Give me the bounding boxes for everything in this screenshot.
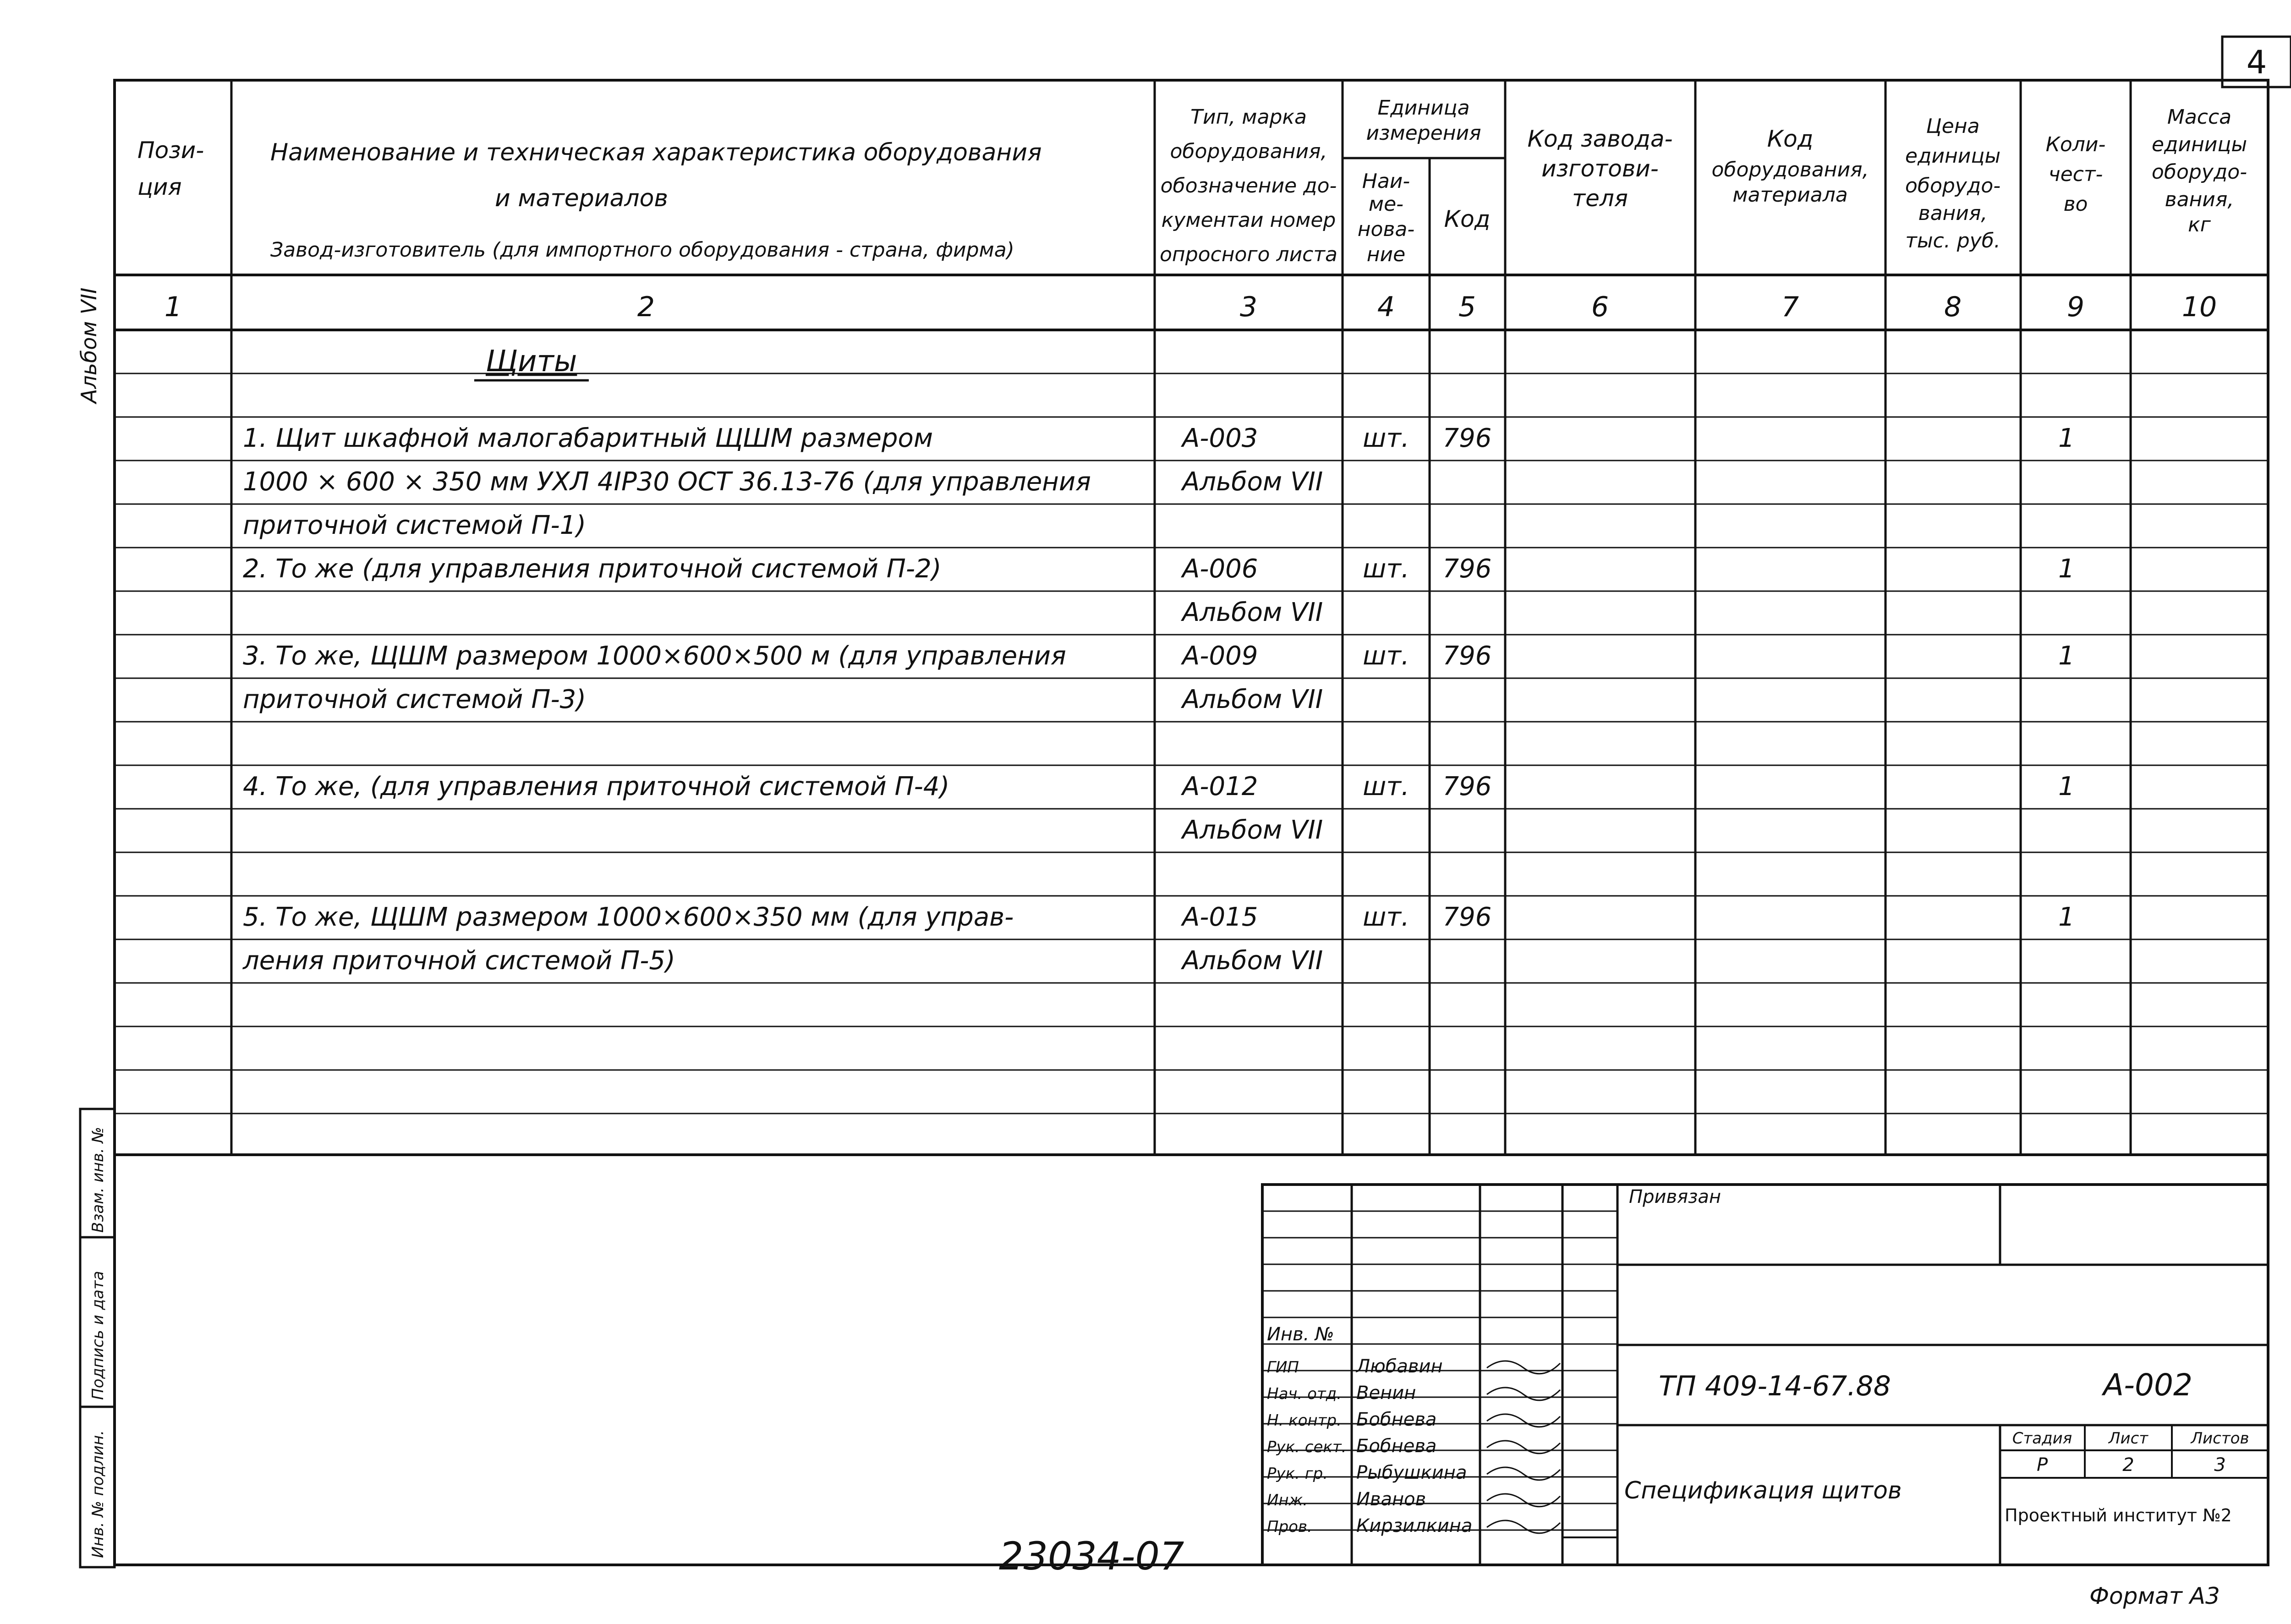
- signer-row: [1267, 1515, 1560, 1536]
- header-col6-line3: теля: [1572, 185, 1628, 212]
- column-number-row: [164, 291, 2217, 323]
- header-col8-line2: единицы: [1905, 144, 2001, 168]
- col-number: 10: [2181, 291, 2217, 323]
- col-number: 2: [637, 291, 655, 323]
- signer-role: Нач. отд.: [1267, 1385, 1342, 1403]
- row-qty: 1: [2058, 902, 2075, 932]
- spec-rows: [242, 423, 2075, 976]
- organization-name: Проектный институт №2: [2005, 1505, 2232, 1525]
- table-row: [243, 510, 586, 540]
- col-number: 8: [1944, 291, 1962, 323]
- header-col2-line1: Наименование и техническая характеристика оборудования: [270, 139, 1042, 166]
- signer-row: [1267, 1383, 1560, 1404]
- stage-value: Р: [2036, 1454, 2048, 1476]
- col-number: 6: [1591, 291, 1609, 323]
- side-stamp: [80, 1109, 115, 1567]
- signature-mark: [1487, 1520, 1560, 1533]
- header-col1-line2: ция: [137, 174, 182, 200]
- col-number: 1: [164, 291, 182, 323]
- header-col6-line2: изготови-: [1541, 155, 1659, 182]
- header-col9-line3: во: [2063, 192, 2088, 216]
- section-title: Щиты: [486, 345, 577, 379]
- table-row: [243, 772, 2075, 801]
- side-stamp-sign: Подпись и дата: [89, 1271, 107, 1400]
- row-name: 1000 × 600 × 350 мм УХЛ 4IР30 ОСТ 36.13-76 (для управления: [243, 467, 1091, 497]
- row-name: 4. То же, (для управления приточной системой П-4): [243, 772, 950, 801]
- sheet-number: 4: [2246, 44, 2267, 81]
- header-col8-line5: тыс. руб.: [1905, 229, 2001, 252]
- side-stamp-replace: Взам. инв. №: [89, 1127, 107, 1233]
- row-qty: 1: [2058, 772, 2075, 801]
- header-col8-line4: вания,: [1918, 202, 1988, 225]
- table-row: [1181, 815, 1323, 845]
- header-col3-line1: Тип, марка: [1190, 105, 1307, 129]
- signer-name: Венин: [1356, 1383, 1416, 1404]
- row-type: Альбом VII: [1182, 815, 1323, 845]
- signature-mark: [1487, 1467, 1560, 1480]
- header-col10-line5: кг: [2188, 213, 2211, 236]
- table-row: [243, 554, 2075, 584]
- signature-mark: [1487, 1414, 1560, 1427]
- signer-role: Рук. гр.: [1267, 1465, 1328, 1483]
- header-col4-line3: нова-: [1357, 218, 1415, 241]
- table-row: [243, 423, 2075, 453]
- row-qty: 1: [2058, 641, 2075, 671]
- header-unit-line1: Единица: [1377, 96, 1470, 120]
- drawing-title: Спецификация щитов: [1624, 1477, 1902, 1504]
- signer-row: [1267, 1356, 1560, 1377]
- sheets-value: 3: [2214, 1454, 2226, 1476]
- signer-role: Пров.: [1267, 1518, 1312, 1536]
- row-unit: шт.: [1363, 554, 1409, 584]
- signer-row: [1267, 1462, 1560, 1483]
- format-label: Формат А3: [2089, 1583, 2220, 1609]
- signer-name: Иванов: [1356, 1489, 1426, 1510]
- row-name: 1. Щит шкафной малогабаритный ЩШМ размером: [243, 423, 933, 453]
- sheet-label: Лист: [2108, 1429, 2148, 1448]
- col-number: 4: [1377, 291, 1395, 323]
- row-type: А-003: [1182, 423, 1258, 453]
- table-row: [1181, 598, 1323, 627]
- signer-name: Бобнева: [1356, 1409, 1437, 1430]
- row-type: Альбом VII: [1182, 467, 1323, 497]
- col-number: 9: [2066, 291, 2085, 323]
- header-col8-line1: Цена: [1926, 115, 1980, 138]
- row-type: Альбом VII: [1182, 685, 1323, 714]
- header-col10-line3: оборудо-: [2151, 160, 2247, 184]
- header-col8-line3: оборудо-: [1905, 174, 2001, 198]
- header-col3-line5: опросного листа: [1160, 243, 1337, 266]
- table-row: [242, 946, 1323, 976]
- signer-rows: [1262, 1211, 1617, 1536]
- header-col9-line2: чест-: [2048, 163, 2103, 186]
- row-name: ления приточной системой П-5): [243, 946, 675, 976]
- signature-mark: [1487, 1494, 1560, 1507]
- side-stamp-inv: Инв. № подлин.: [89, 1430, 107, 1558]
- signer-role: Н. контр.: [1267, 1411, 1342, 1430]
- signature-mark: [1487, 1441, 1560, 1454]
- row-unit: шт.: [1363, 423, 1409, 453]
- header-col3-line4: кументаи номер: [1161, 208, 1336, 232]
- header-col10-line4: вания,: [2165, 188, 2234, 211]
- table-row: [243, 902, 2075, 932]
- header-col7-line3: материала: [1732, 183, 1848, 207]
- header-col4-line2: ме-: [1368, 192, 1404, 216]
- header-col1-line1: Пози-: [137, 137, 204, 164]
- doc-code: ТП 409-14-67.88: [1659, 1370, 1891, 1402]
- row-type: А-009: [1182, 641, 1258, 671]
- inv-number-label: Инв. №: [1267, 1324, 1334, 1345]
- row-type: А-015: [1182, 902, 1258, 932]
- signer-name: Бобнева: [1356, 1436, 1437, 1457]
- table-row: [243, 467, 1323, 497]
- row-qty: 1: [2058, 423, 2075, 453]
- album-side-label: Альбом VII: [77, 287, 101, 403]
- row-name: приточной системой П-3): [243, 685, 586, 714]
- row-name: 2. То же (для управления приточной системой П-2): [243, 554, 942, 584]
- table-row: [243, 685, 1323, 714]
- signer-name: Рыбушкина: [1356, 1462, 1467, 1483]
- signer-role: Инж.: [1267, 1491, 1308, 1509]
- row-code: 796: [1442, 423, 1492, 453]
- header-col10-line1: Масса: [2167, 105, 2232, 129]
- header-col4-line4: ние: [1366, 243, 1406, 266]
- col-number: 3: [1239, 291, 1258, 323]
- row-code: 796: [1442, 902, 1492, 932]
- signer-name: Любавин: [1356, 1356, 1443, 1377]
- header-col10-line2: единицы: [2151, 133, 2247, 156]
- header-col3-line2: оборудования,: [1170, 140, 1327, 163]
- table-row: [243, 641, 2075, 671]
- privyazan-label: Привязан: [1629, 1186, 1721, 1207]
- row-code: 796: [1442, 554, 1492, 584]
- row-unit: шт.: [1363, 902, 1409, 932]
- sheet-value: 2: [2122, 1454, 2134, 1476]
- header-col6-line1: Код завода-: [1527, 126, 1673, 152]
- header-col2-line2: и материалов: [495, 185, 669, 212]
- header-col2-line3: Завод-изготовитель (для импортного оборудования - страна, фирма): [270, 238, 1014, 262]
- header-col3-line3: обозначение до-: [1160, 174, 1337, 198]
- header-col5: Код: [1444, 206, 1491, 232]
- row-unit: шт.: [1363, 641, 1409, 671]
- header-col9-line1: Коли-: [2045, 133, 2106, 156]
- signature-mark: [1487, 1361, 1560, 1374]
- row-code: 796: [1442, 772, 1492, 801]
- row-type: Альбом VII: [1182, 598, 1323, 627]
- header-col4-line1: Наи-: [1362, 170, 1410, 193]
- archive-number: 23034-07: [999, 1534, 1184, 1579]
- stage-label: Стадия: [2012, 1429, 2072, 1448]
- row-type: Альбом VII: [1182, 946, 1323, 976]
- sheets-label: Листов: [2191, 1429, 2249, 1448]
- signer-role: Рук. сект.: [1267, 1438, 1347, 1456]
- row-unit: шт.: [1363, 772, 1409, 801]
- row-type: А-012: [1182, 772, 1258, 801]
- signer-name: Кирзилкина: [1356, 1515, 1473, 1536]
- row-name: 3. То же, ЩШМ размером 1000×600×500 м (для управления: [243, 641, 1066, 671]
- header-col7-line1: Код: [1767, 126, 1814, 152]
- header-col7-line2: оборудования,: [1711, 158, 1869, 181]
- table-header: [137, 96, 2247, 266]
- signer-row: [1267, 1489, 1560, 1510]
- col-number: 5: [1458, 291, 1476, 323]
- sheet-code: А-002: [2103, 1367, 2192, 1403]
- signer-role: ГИП: [1267, 1358, 1299, 1377]
- signer-row: [1267, 1409, 1560, 1430]
- signature-mark: [1487, 1388, 1560, 1400]
- row-name: 5. То же, ЩШМ размером 1000×600×350 мм (для управ-: [243, 902, 1014, 932]
- row-name: приточной системой П-1): [243, 510, 586, 540]
- row-code: 796: [1442, 641, 1492, 671]
- signer-row: [1267, 1436, 1560, 1457]
- row-qty: 1: [2058, 554, 2075, 584]
- row-type: А-006: [1182, 554, 1258, 584]
- header-unit-line2: измерения: [1366, 121, 1481, 145]
- col-number: 7: [1781, 291, 1799, 323]
